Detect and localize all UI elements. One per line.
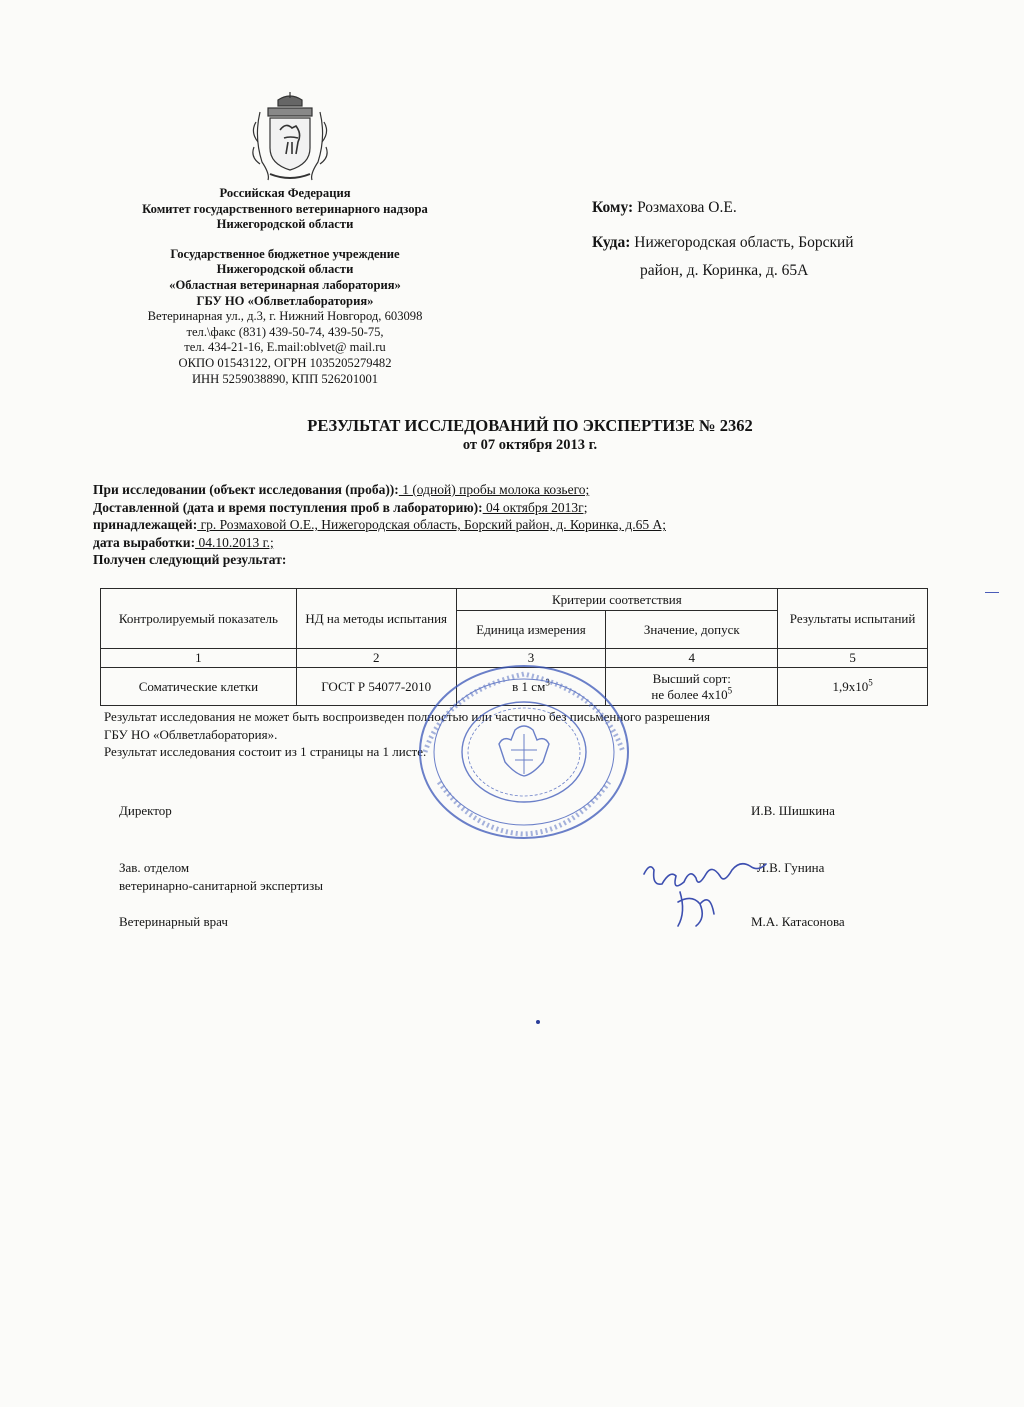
info-owner-value: гр. Розмаховой О.Е., Нижегородская область, Борский район, д. Коринка, д.65 А;: [197, 517, 666, 533]
cell-value-line2: [610, 687, 773, 703]
col-number: 4: [606, 649, 778, 668]
cell-result: [778, 668, 928, 706]
th-criteria: Критерии соответствия: [456, 589, 778, 611]
recipient-where: [592, 233, 854, 253]
issuer-header: [105, 186, 465, 387]
recipient-block: [592, 198, 854, 281]
info-delivered: [93, 499, 666, 517]
header-org-region: Нижегородской области: [216, 262, 354, 277]
cell-indicator: Соматические клетки: [101, 668, 297, 706]
info-delivered-label: Доставленной (дата и время поступления проб в лабораторию):: [93, 499, 483, 515]
document-title: [160, 416, 900, 454]
table-header-row: [101, 589, 928, 611]
info-produced: [93, 534, 666, 552]
col-number: 1: [101, 649, 297, 668]
sample-info: [93, 481, 666, 569]
header-okpo-ogrn: ОКПО 01543122, ОГРН 1035205279482: [178, 355, 392, 370]
official-seal-stamp: [415, 662, 633, 842]
info-sample-value: 1 (одной) пробы молока козьего;: [398, 482, 590, 497]
info-sample: [93, 481, 666, 499]
th-method: НД на методы испытания: [296, 589, 456, 649]
header-address: Ветеринарная ул., д.3, г. Нижний Новгород, 603098: [147, 309, 423, 324]
director-title: Директор: [119, 803, 172, 818]
th-results: Результаты испытаний: [778, 589, 928, 649]
recipient-to-label: Кому:: [592, 199, 634, 216]
handwritten-signature: [640, 852, 770, 932]
scan-speck: [536, 1020, 540, 1024]
recipient-to: [592, 198, 854, 218]
col-number: 5: [778, 649, 928, 668]
header-committee: Комитет государственного ветеринарного надзора: [142, 201, 428, 216]
header-org-short: ГБУ НО «Облветлаборатория»: [196, 293, 374, 308]
cell-result-sup: 5: [868, 677, 873, 688]
vet-name: М.А. Катасонова: [751, 914, 845, 929]
cell-value-line2-text: не более 4x10: [651, 686, 728, 702]
note-pages: Результат исследования состоит из 1 страницы на 1 листе.: [104, 744, 427, 759]
th-value: Значение, допуск: [606, 611, 778, 649]
director-name: И.В. Шишкина: [751, 803, 835, 818]
info-owner: [93, 516, 666, 534]
info-owner-label: принадлежащей:: [93, 517, 198, 533]
header-org-name: «Областная ветеринарная лаборатория»: [169, 277, 401, 292]
head-title-line1: Зав. отделом: [119, 860, 190, 875]
header-inn-kpp: ИНН 5259038890, КПП 526201001: [191, 371, 379, 386]
title-main: РЕЗУЛЬТАТ ИССЛЕДОВАНИЙ ПО ЭКСПЕРТИЗЕ № 2362: [307, 416, 753, 435]
info-sample-label: При исследовании (объект исследования (проба)):: [93, 482, 399, 497]
note-reproduction: Результат исследования не может быть воспроизведен полностью или частично без письменного разрешения: [104, 709, 710, 724]
cell-unit-sup: 3: [545, 677, 550, 688]
recipient-where-value: Нижегородская область, Борский: [634, 234, 854, 251]
info-produced-value: 04.10.2013 г.;: [195, 534, 274, 550]
cell-value-line1: Высший сорт:: [652, 670, 731, 686]
vet-title: Ветеринарный врач: [119, 914, 228, 929]
header-phone-fax: тел.\факс (831) 439-50-74, 439-50-75,: [186, 324, 384, 339]
head-name: Л.В. Гунина: [757, 860, 825, 875]
info-delivered-value: 04 октября 2013г;: [482, 499, 588, 515]
cell-method: ГОСТ Р 54077-2010: [296, 668, 456, 706]
recipient-where-label: Куда:: [592, 234, 631, 251]
th-unit: Единица измерения: [456, 611, 606, 649]
head-title: [119, 859, 323, 894]
header-phone-email: тел. 434-21-16, E.mail:oblvet@ mail.ru: [184, 340, 386, 355]
header-country: Российская Федерация: [219, 186, 351, 200]
col-number: 3: [456, 649, 606, 668]
header-org-type: Государственное бюджетное учреждение: [170, 246, 400, 261]
info-result-heading: Получен следующий результат:: [93, 552, 287, 568]
recipient-to-value: Розмахова О.Е.: [637, 199, 737, 216]
header-region: Нижегородской области: [216, 217, 354, 232]
cell-value-sup: 5: [727, 685, 733, 696]
recipient-where-value-2: район, д. Коринка, д. 65А: [640, 262, 809, 279]
th-indicator: Контролируемый показатель: [101, 589, 297, 649]
note-organisation: ГБУ НО «Облветлаборатория».: [104, 726, 278, 742]
head-title-line2: ветеринарно-санитарной экспертизы: [119, 877, 324, 893]
cell-result-text: 1,9x10: [832, 678, 869, 694]
title-date: от 07 октября 2013 г.: [462, 437, 598, 453]
scan-speck: [985, 592, 999, 593]
col-number: 2: [296, 649, 456, 668]
coat-of-arms-emblem: [248, 92, 332, 182]
cell-unit-text: в 1 см: [512, 678, 546, 694]
info-produced-label: дата выработки:: [93, 534, 196, 550]
